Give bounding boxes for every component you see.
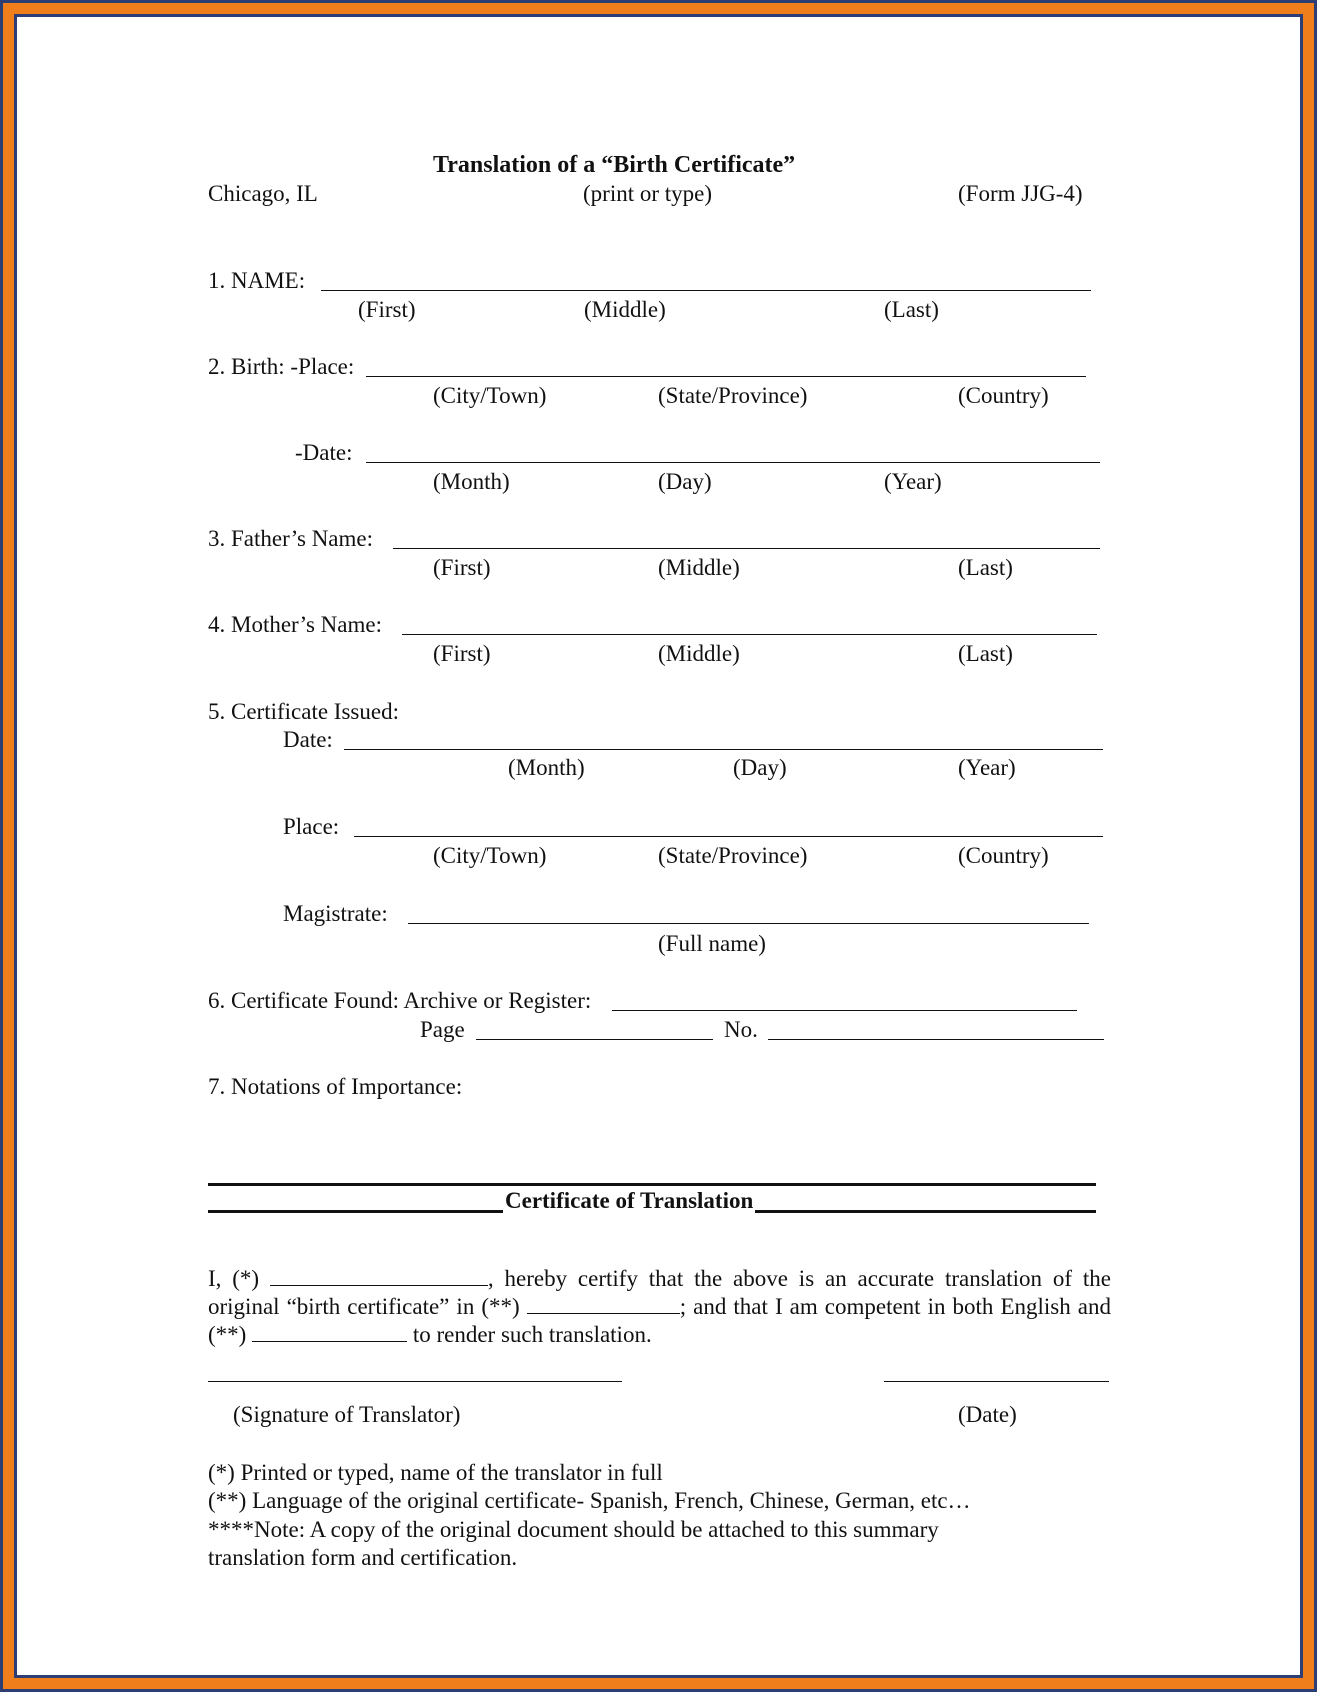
issued-month-caption: (Month) [508, 755, 585, 780]
birth-date-field[interactable] [366, 462, 1100, 463]
issued-year-caption: (Year) [958, 755, 1016, 780]
father-middle-caption: (Middle) [658, 555, 740, 580]
statement-part-1: I, (*) [208, 1266, 260, 1291]
footnote-translator: (*) Printed or typed, name of the translator in full [208, 1460, 663, 1485]
header-city: Chicago, IL [208, 181, 318, 206]
magistrate-label: Magistrate: [283, 901, 388, 926]
footnote-language: (**) Language of the original certificate- Spanish, French, Chinese, German, etc… [208, 1488, 971, 1513]
page-field[interactable] [476, 1039, 713, 1040]
birth-city-caption: (City/Town) [433, 383, 547, 408]
birth-date-label: -Date: [295, 440, 353, 465]
issued-state-caption: (State/Province) [658, 843, 808, 868]
birth-country-caption: (Country) [958, 383, 1049, 408]
found-label: 6. Certificate Found: Archive or Register: [208, 988, 592, 1013]
number-label: No. [724, 1017, 758, 1042]
certificate-title: Certificate of Translation [505, 1188, 754, 1213]
birth-place-field[interactable] [366, 376, 1086, 377]
issued-date-label: Date: [283, 727, 333, 752]
number-field[interactable] [768, 1039, 1104, 1040]
birth-day-caption: (Day) [658, 469, 712, 494]
father-last-caption: (Last) [958, 555, 1013, 580]
father-first-caption: (First) [433, 555, 491, 580]
signature-caption: (Signature of Translator) [233, 1402, 461, 1427]
birth-month-caption: (Month) [433, 469, 510, 494]
statement-part-3: ; and that I am competent in both English and (**) [208, 1294, 1111, 1347]
magistrate-full-name-caption: (Full name) [658, 931, 766, 956]
mother-middle-caption: (Middle) [658, 641, 740, 666]
mother-name-field[interactable] [402, 634, 1097, 635]
birth-place-label: 2. Birth: -Place: [208, 354, 355, 379]
original-language-field[interactable] [527, 1295, 680, 1314]
competence-language-field[interactable] [252, 1323, 407, 1342]
header-form-id: (Form JJG-4) [958, 181, 1083, 206]
footnote-note-continued: translation form and certification. [208, 1545, 518, 1570]
form-title: Translation of a “Birth Certificate” [433, 152, 796, 178]
mother-last-caption: (Last) [958, 641, 1013, 666]
page-label: Page [420, 1017, 465, 1042]
statement-part-2: , hereby certify that the above is an accurate translation of the original “birth certificate” in (**) [208, 1266, 1111, 1319]
issued-city-caption: (City/Town) [433, 843, 547, 868]
issued-place-label: Place: [283, 814, 340, 839]
notations-rule [208, 1183, 1096, 1186]
signature-date-caption: (Date) [958, 1402, 1017, 1427]
translator-name-field[interactable] [270, 1267, 488, 1286]
notations-label: 7. Notations of Importance: [208, 1074, 463, 1099]
birth-year-caption: (Year) [884, 469, 942, 494]
name-last-caption: (Last) [884, 297, 939, 322]
form-page [20, 20, 1297, 1672]
certificate-statement [208, 1265, 1111, 1349]
name-field[interactable] [321, 290, 1091, 291]
issued-label: 5. Certificate Issued: [208, 699, 399, 724]
issued-day-caption: (Day) [733, 755, 787, 780]
name-first-caption: (First) [358, 297, 416, 322]
magistrate-field[interactable] [408, 923, 1089, 924]
name-label: 1. NAME: [208, 268, 306, 293]
signature-field[interactable] [208, 1381, 622, 1382]
issued-place-field[interactable] [354, 836, 1103, 837]
signature-date-field[interactable] [884, 1381, 1109, 1382]
birth-state-caption: (State/Province) [658, 383, 808, 408]
issued-country-caption: (Country) [958, 843, 1049, 868]
footnote-note: ****Note: A copy of the original document should be attached to this summary [208, 1517, 939, 1542]
mother-label: 4. Mother’s Name: [208, 612, 382, 637]
archive-register-field[interactable] [612, 1010, 1077, 1011]
name-middle-caption: (Middle) [584, 297, 666, 322]
mother-first-caption: (First) [433, 641, 491, 666]
header-instruction: (print or type) [583, 181, 713, 206]
statement-part-4: to render such translation. [412, 1322, 652, 1347]
issued-date-field[interactable] [344, 749, 1103, 750]
father-name-field[interactable] [393, 548, 1100, 549]
father-label: 3. Father’s Name: [208, 526, 374, 551]
